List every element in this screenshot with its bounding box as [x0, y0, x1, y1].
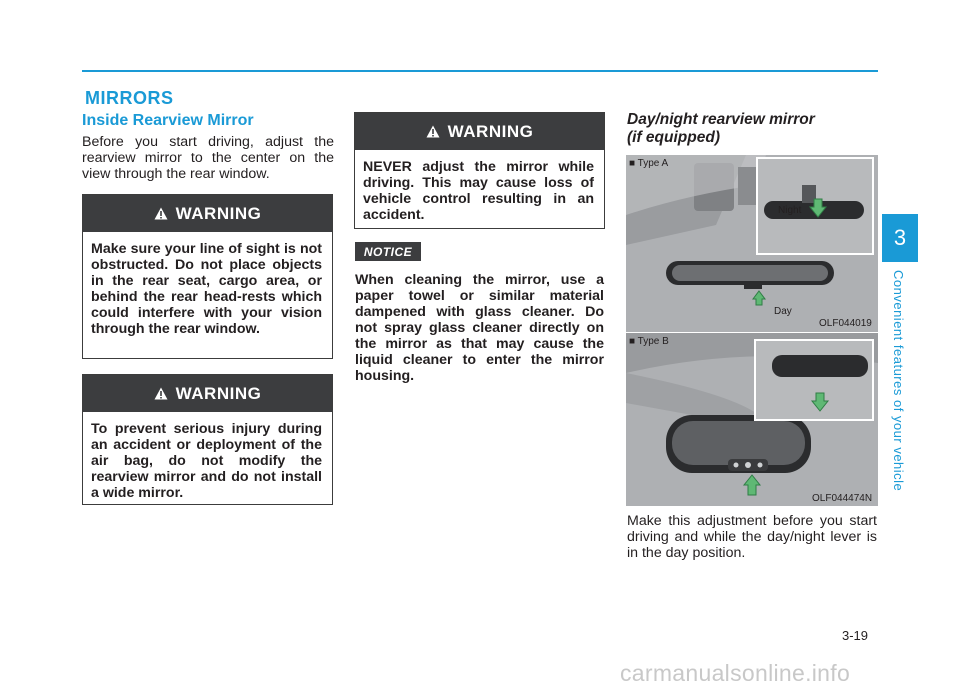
notice-badge: NOTICE: [355, 242, 421, 261]
warning-title: WARNING: [447, 121, 534, 141]
mirror-type-b-illustration: [626, 333, 878, 506]
chapter-title: Convenient features of your vehicle: [891, 270, 906, 492]
warning-title: WARNING: [175, 383, 262, 403]
warning-box-sight: [82, 194, 333, 359]
warning-text: To prevent serious injury during an accident or deployment of the air bag, do not modify the rearview mirror and do not install a wide mirror.: [91, 421, 322, 501]
warning-box-airbag: [82, 374, 333, 505]
day-night-heading: [627, 111, 877, 147]
figure-type-b: [626, 333, 878, 506]
warning-box-driving: [354, 112, 605, 229]
warning-header: [83, 375, 332, 412]
figure-type-a: [626, 155, 878, 332]
warning-title: WARNING: [175, 203, 262, 223]
night-label: Night: [778, 205, 802, 216]
figure-a-code: OLF044019: [819, 318, 872, 329]
warning-triangle-icon: [426, 125, 440, 138]
intro-paragraph: Before you start driving, adjust the rearview mirror to the center on the view through the rear window.: [82, 134, 334, 182]
day-label: Day: [774, 306, 792, 317]
warning-header: [83, 195, 332, 232]
chapter-tab: 3: [882, 214, 918, 262]
watermark: carmanualsonline.info: [620, 660, 851, 686]
notice-text: When cleaning the mirror, use a paper towel or similar material dampened with glass cleaner. Do not spray glass cleaner directly on the mirror as that may cause the liquid cleaner to enter the mirror housing.: [355, 272, 604, 384]
figure-a-type-label: ■ Type A: [629, 158, 669, 169]
page-number: 3-19: [842, 628, 869, 643]
mirror-type-a-illustration: [626, 155, 878, 332]
section-title: MIRRORS: [85, 88, 174, 108]
warning-triangle-icon: [154, 207, 168, 220]
figure-b-type-label: ■ Type B: [629, 336, 669, 347]
warning-header: [355, 113, 604, 150]
chapter-title-vertical: [886, 270, 912, 500]
warning-text: Make sure your line of sight is not obstructed. Do not place objects in the rear seat, cargo area, or behind the rear head-rests which could interfere with your vision through the rear window.: [91, 241, 322, 337]
figure-b-code: OLF044474N: [812, 493, 873, 504]
warning-triangle-icon: [154, 387, 168, 400]
top-rule: [82, 70, 878, 72]
day-night-paragraph: Make this adjustment before you start driving and while the day/night lever is in the day position.: [627, 513, 877, 561]
day-night-title: Day/night rearview mirror: [627, 111, 815, 128]
day-night-subtitle: (if equipped): [627, 129, 720, 146]
subhead-inside-rearview-mirror: Inside Rearview Mirror: [82, 112, 254, 129]
warning-text: NEVER adjust the mirror while driving. This may cause loss of vehicle control resulting in an accident.: [363, 159, 594, 223]
